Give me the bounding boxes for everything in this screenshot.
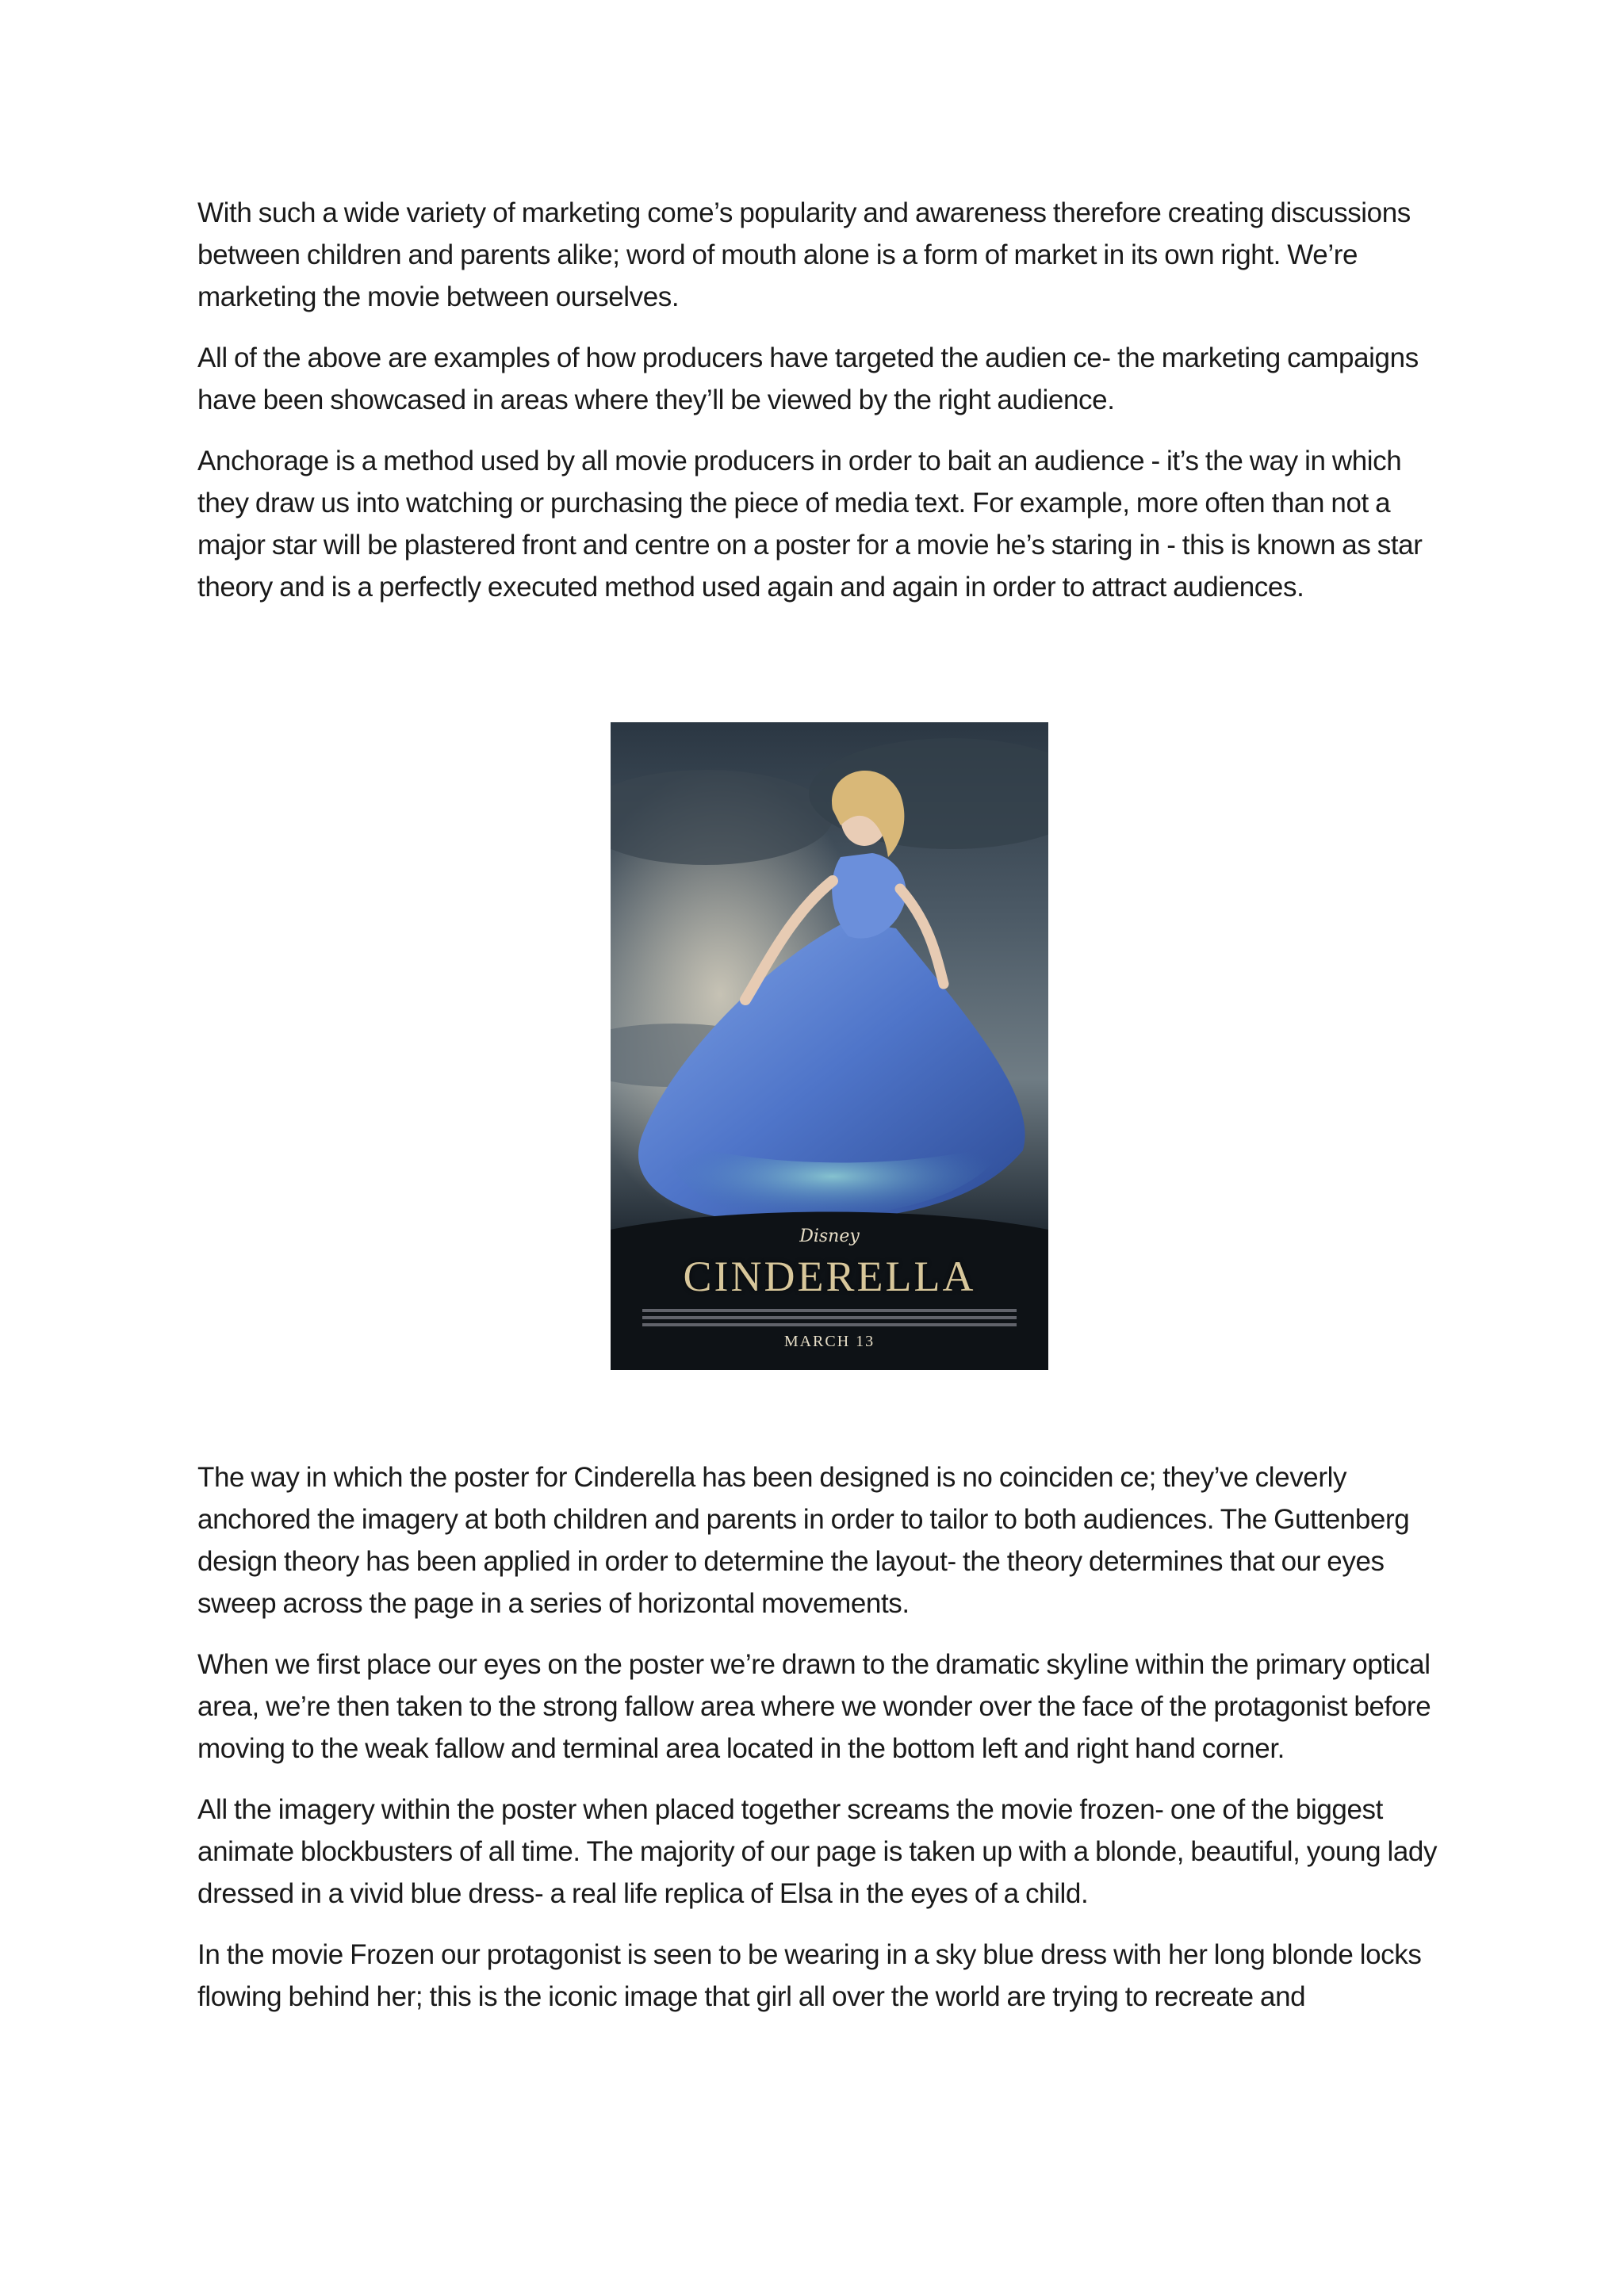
text-block-top — [197, 192, 1442, 608]
paragraph-eye-path: When we first place our eyes on the poster we’re drawn to the dramatic skyline within the primary optical area, we’re then taken to the strong fallow area where we wonder over the face of the protagonist before moving to the weak fallow and terminal area located in the bottom left and right hand corner. — [197, 1649, 1431, 1764]
cinderella-poster — [611, 722, 1048, 1370]
paragraph-anchorage: Anchorage is a method used by all movie producers in order to bait an audience - it’s the way in which they draw us into watching or purchasing the piece of media text. For example, more often than not a major star will be plastered front and centre on a poster for a movie he’s staring in - this is known as star theory and is a perfectly executed method used again and again in order to attract audiences. — [197, 446, 1423, 603]
paragraph-targeting: All of the above are examples of how producers have targeted the audien ce- the marketing campaigns have been showcased in areas where they’ll be viewed by the right audience. — [197, 342, 1419, 415]
poster-release-date: MARCH 13 — [783, 1333, 875, 1350]
poster-credits — [642, 1309, 1017, 1330]
paragraph-marketing: With such a wide variety of marketing come’s popularity and awareness therefore creating discussions between children and parents alike; word of mouth alone is a form of market in its own right. We’re marketing the movie between ourselves. — [197, 197, 1411, 312]
poster-title: CINDERELLA — [683, 1253, 976, 1300]
paragraph-frozen-dress: In the movie Frozen our protagonist is seen to be wearing in a sky blue dress with her long blonde locks flowing behind her; this is the iconic image that girl all over the world are trying to recreate and — [197, 1939, 1422, 2012]
paragraph-poster-design: The way in which the poster for Cinderella has been designed is no coinciden ce; they’ve cleverly anchored the imagery at both children and parents in order to tailor to both audiences. The Guttenberg design theory has been applied in order to determine the layout- the theory determines that our eyes sweep across the page in a series of horizontal movements. — [197, 1462, 1410, 1619]
paragraph-frozen-imagery: All the imagery within the poster when placed together screams the movie frozen- one of the biggest animate blockbusters of all time. The majority of our page is taken up with a blonde, beautiful, young lady dressed in a vivid blue dress- a real life replica of Elsa in the eyes of a child. — [197, 1794, 1438, 1909]
text-block-bottom — [197, 1456, 1442, 2018]
poster-brand-logo: Disney — [799, 1226, 860, 1246]
